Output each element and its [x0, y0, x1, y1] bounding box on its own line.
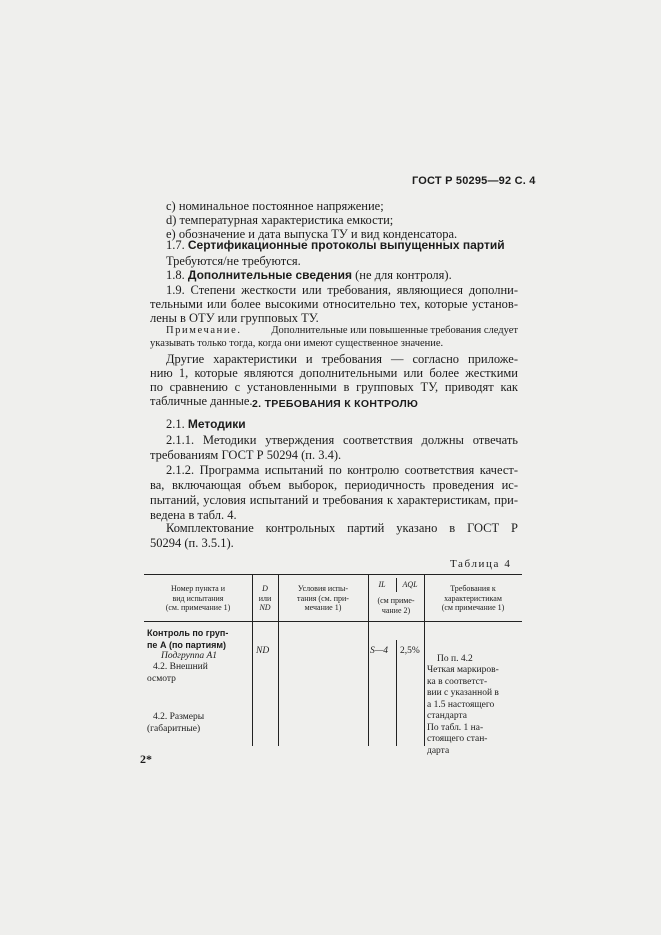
table-4 [144, 574, 522, 756]
row1-requirements [427, 654, 499, 722]
section-2-1-2-line: пытаний, условия испытаний и требования к характеристикам, при- [150, 493, 518, 507]
req-line: дарта [427, 745, 450, 756]
header-line: Номер пункта и [170, 584, 225, 593]
section-2-1-heading [166, 417, 246, 433]
section-number: 2.1. [166, 417, 185, 431]
other-line: нию 1, которые являются дополнительными или более жесткими [150, 366, 518, 380]
header-line: D [262, 584, 268, 593]
header-il-aql-note [368, 596, 424, 615]
section-1-7-heading [166, 238, 505, 254]
section-2-1-1-line: 2.1.1. Методики утверждения соответствия должны отвечать [166, 433, 518, 447]
note-label: Примечание. [166, 325, 242, 336]
req-line: По п. 4.2 [437, 654, 473, 664]
header-line: ND [259, 603, 271, 612]
row1-il: S—4 [370, 646, 388, 656]
running-header: ГОСТ Р 50295—92 С. 4 [412, 175, 536, 187]
section-tail: (не для контроля). [355, 268, 452, 282]
row-name-line: 4.2. Внешний [153, 662, 208, 672]
header-requirements [424, 584, 522, 613]
row-name-line: (габаритные) [147, 723, 201, 734]
header-conditions [278, 584, 368, 613]
other-line: Другие характеристики и требования — согласно приложе- [166, 352, 518, 366]
req-line: стандарта [427, 711, 467, 722]
section-title: Методики [187, 417, 246, 431]
complect-line: Комплектование контрольных партий указано в ГОСТ Р [166, 521, 518, 535]
section-1-9-line: тельными или более высокими относительно тех, которые установ- [150, 297, 518, 311]
row1-aql: 2,5% [400, 646, 420, 656]
section-2-1-2-line: ва, включающая объем выборок, периодичность проведения ис- [150, 478, 518, 492]
complect-line: 50294 (п. 3.5.1). [150, 536, 234, 550]
req-line: вии с указанной в [427, 688, 499, 699]
row2-requirements [427, 723, 487, 757]
row2-name [147, 712, 205, 735]
section-2-1-2-line: 2.1.2. Программа испытаний по контролю соответствия качест- [166, 463, 518, 477]
section-1-8-heading [166, 268, 452, 284]
header-line: мечание 1) [304, 603, 342, 612]
header-line: чание 2) [381, 605, 411, 615]
required-text: Требуются/не требуются. [166, 254, 301, 268]
col-divider-il-aql [396, 640, 397, 746]
header-line: (см приме- [377, 596, 415, 605]
note-text: Дополнительные или повышенные требования следует [271, 325, 518, 336]
header-line: (см. примечание 1) [165, 603, 231, 612]
table-caption: Таблица 4 [450, 558, 512, 570]
note-line-1 [166, 324, 518, 338]
header-line: (см примечание 1) [441, 603, 505, 612]
other-line: по сравнению с установленными в групповых ТУ, приводят как [150, 380, 518, 394]
section-title: Сертификационные протоколы выпущенных партий [187, 238, 505, 252]
section-number: 1.8. [166, 268, 185, 282]
list-item-e: e) обозначение и дата выпуска ТУ и вид конденсатора. [166, 227, 458, 241]
section-number: 1.7. [166, 238, 185, 252]
list-item-d: d) температурная характеристика емкости; [166, 213, 394, 227]
group-line: пе А (по партиям) [147, 639, 227, 650]
header-line: или [258, 593, 272, 603]
header-test [144, 584, 252, 613]
header-line: Условия испы- [297, 584, 349, 593]
header-line: Требования к [450, 584, 496, 593]
header-d-nd [252, 584, 278, 613]
subgroup-label: Подгруппа А1 [161, 651, 218, 661]
list-item-c: с) номинальное постоянное напряжение; [166, 199, 384, 213]
row-name-line: 4.2. Размеры [153, 712, 205, 722]
group-line: Контроль по груп- [147, 628, 229, 638]
group-label [147, 628, 228, 663]
header-aql: AQL [402, 580, 418, 589]
req-line: По табл. 1 на- [427, 723, 484, 733]
table-top-rule [144, 574, 522, 575]
req-line: Четкая маркиров- [427, 665, 499, 676]
section-2-1-2-line: ведена в табл. 4. [150, 508, 237, 522]
section-1-9-line: 1.9. Степени жесткости или требования, являющиеся дополни- [166, 283, 518, 297]
section-2-title: 2. ТРЕБОВАНИЯ К КОНТРОЛЮ [252, 398, 419, 410]
row-name-line: осмотр [147, 673, 176, 684]
section-title: Дополнительные сведения [187, 268, 352, 282]
note-line-2: указывать только тогда, когда они имеют существенное значение. [150, 338, 444, 349]
header-line: тания (см. при- [297, 593, 349, 603]
row1-name [147, 662, 208, 685]
req-line: ка в соответст- [427, 676, 488, 687]
header-line: характеристикам [444, 593, 502, 603]
page-number: 2* [140, 752, 152, 766]
table-header-rule [144, 621, 522, 622]
req-line: а 1.5 настоящего [427, 699, 495, 710]
req-line: стоящего стан- [427, 734, 488, 745]
header-il: IL [378, 580, 386, 589]
section-2-1-1-line: требованиям ГОСТ Р 50294 (п. 3.4). [150, 448, 342, 462]
header-line: вид испытания [172, 593, 224, 603]
section-1-9-line: лены в ОТУ или групповых ТУ. [150, 311, 319, 325]
other-line: табличные данные. [150, 394, 253, 408]
row1-d: ND [256, 646, 270, 656]
